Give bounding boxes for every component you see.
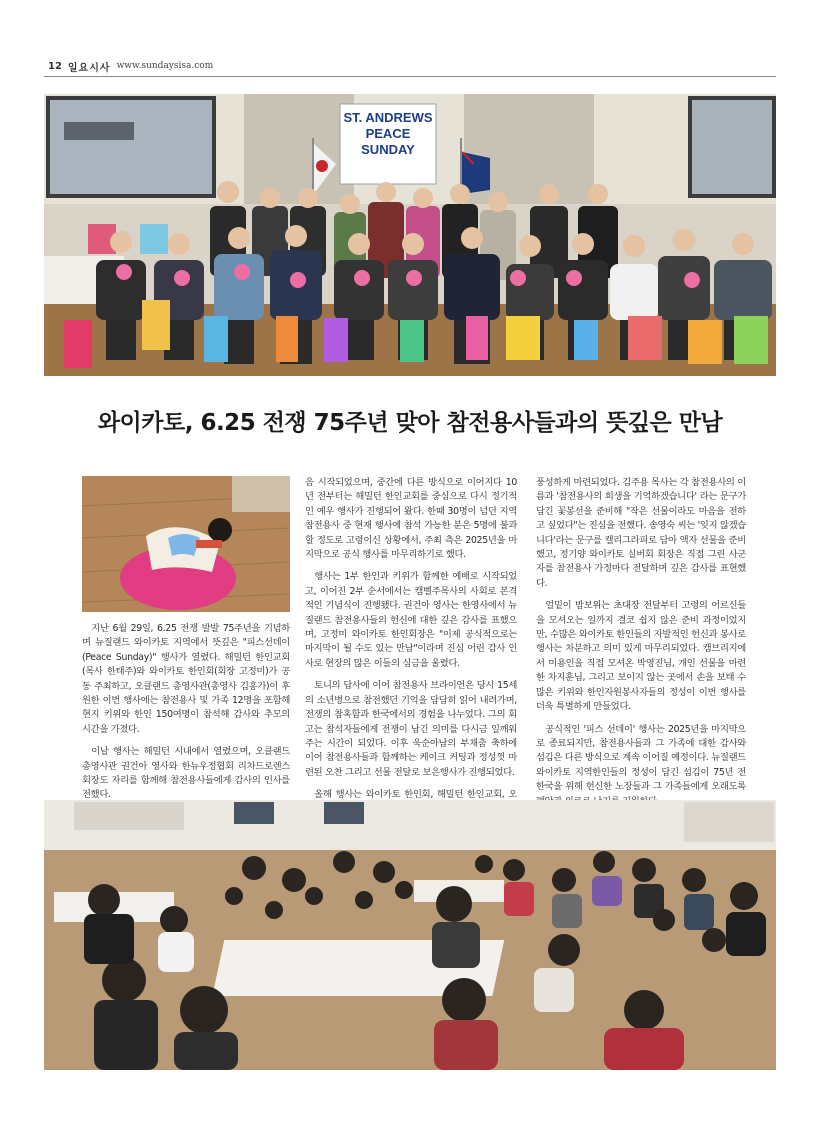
col2-paragraph-1: 음 시작되었으며, 중간에 다른 방식으로 이어지다 10년 전부터는 해밀턴 한인교회를 중심으로 다시 정기적인 예우 행사가 진행되어 왔다. 한때 30명이 넘던 지역 참전용사 중 현재 행사에 참석 가능한 분은 5명에 불과할 정도로 고령이신 상황에서, 주최 측은 2025년을 마지막으로 공식 행사를 마무리하기로 했다. (305, 477, 517, 561)
article-column-3 (536, 476, 746, 817)
publication-name: 일요시사 (67, 62, 111, 74)
col3-paragraph-2: 얼밑이 밤보위는 초대장 전달부터 고령의 어르신들을 모셔오는 일까지 결코 쉽지 않은 준비 과정이었지만, 수많은 와이카토 한인들의 자발적인 헌신과 봉사로 행사는 차분하고 의미 있게 마무리되었다. 캠브리지에서 미용인을 직접 모셔온 박영진님, 개인 선물을 마련한 차지훈님, 그리고 보이지 않는 곳에서 손을 보태 수많은 키위와 한인자원봉사자들의 정성이 이번 행사를 더욱 특별하게 만들었다. (536, 600, 746, 713)
page-number: 12 (48, 60, 62, 72)
sign-line-2: PEACE (365, 126, 411, 141)
col1-paragraph-2: 이날 행사는 해밀턴 시내에서 열렸으며, 오클랜드 총영사관 권건아 영사와 한뉴우정협회 리차드로렌스 회장도 자리를 함께해 참전용사들에게 감사의 인사를 전했다. (82, 746, 290, 801)
sign-line-1: ST. ANDREWS (343, 110, 433, 125)
group-photo (44, 94, 776, 376)
publication-url: www.sundaysisa.com (116, 61, 214, 71)
article-headline: 와이카토, 6.25 전쟁 75주년 맞아 참전용사들과의 뜻깊은 만남 (97, 410, 723, 436)
page-header (48, 58, 774, 74)
col2-paragraph-2: 행사는 1부 한인과 키위가 함께한 예배로 시작되었고, 이어진 2부 순서에서는 캠벨주목사의 사회로 본격적인 기념식이 진행됐다. 권건아 영사는 한영사에서 뉴질랜드 참전용사들의 헌신에 대한 깊은 감사를 표했으며, 고정미 와이카토 한인회장은 "이제 공식적으로는 마지막이 될 수도 있는 만남"이라며 진심 어린 감사 인사로 현장의 많은 이들의 심금을 울렸다. (305, 571, 517, 669)
col3-paragraph-3: 공식적인 '피스 선데이' 행사는 2025년을 마지막으로 종료되지만, 참전용사들과 그 가족에 대한 감사와 섬김은 다른 방식으로 계속 이어질 예정이다. 뉴질랜드 와이카토 지역한인들의 정성이 담긴 섬김이 75년 전 한국을 위해 헌신한 노장들과 그 가족들에게 오래도록 (536, 723, 746, 793)
col3-paragraph-1: 풍성하게 마련되었다. 김주용 목사는 각 참전용사의 이름과 '참전용사의 희생을 기억하겠습니다' 라는 문구가 담긴 꽃봉선을 준비해 "작은 선물이라도 마음을 전하고 싶었다"는 진심을 전했다. 송영숙 씨는 '잊지 않겠습니다'라는 문구를 캘리그라피로 담아 액자 선물을 준비했고, 정기양 와이카토 실버회 회장은 직접 그린 사군자를 참전용사 가정마다 전달하며 깊은 감사를 표현했다. (536, 477, 746, 589)
sign-line-3: SUNDAY (361, 142, 415, 157)
article-column-2 (305, 476, 517, 839)
header-divider (44, 76, 776, 77)
dance-photo (82, 476, 290, 612)
col2-paragraph-3: 토니의 답사에 이어 참전용사 브라이언은 당시 15세의 소년병으로 참전했던 기억을 담담히 읽어 내려가며, 전쟁의 참혹함과 한국에서의 경험을 나누었다. 그의 회고는 참석자들에게 전쟁이 남긴 의미를 다시금 일깨워 주는 시간이 되었다. 이후 욱순아남의 부채춤 축하에 이어 참전용사들과 함께하는 케이크 커팅과 정성껏 마련된 오찬 그리고 선물 전달로 보은행사가 진행되었다. (305, 680, 517, 778)
col2-paragraph-4: 올해 행사는 와이카토 한인회, 해밀턴 한인교회, 오 (314, 789, 517, 801)
audience-photo (44, 800, 776, 1070)
col1-paragraph-1: 지난 6월 29일, 6.25 전쟁 발발 75주년을 기념하며 뉴질랜드 와이카토 지역에서 뜻깊은 "피스선데이(Peace Sunday)" 행사가 열렸다. 해밀턴 한인교회(목사 한태주)와 와이카토 한인회(회장 고정미)가 공동 주최하고, 오클랜드 총영사관(총영사 김홍가)이 후원한 이번 행사에는 참전용사 및 가족 12명을 포함해 현지 키위와 한인 150여명이 참석해 감사와 추모의 시간을 가졌다. (82, 623, 290, 735)
